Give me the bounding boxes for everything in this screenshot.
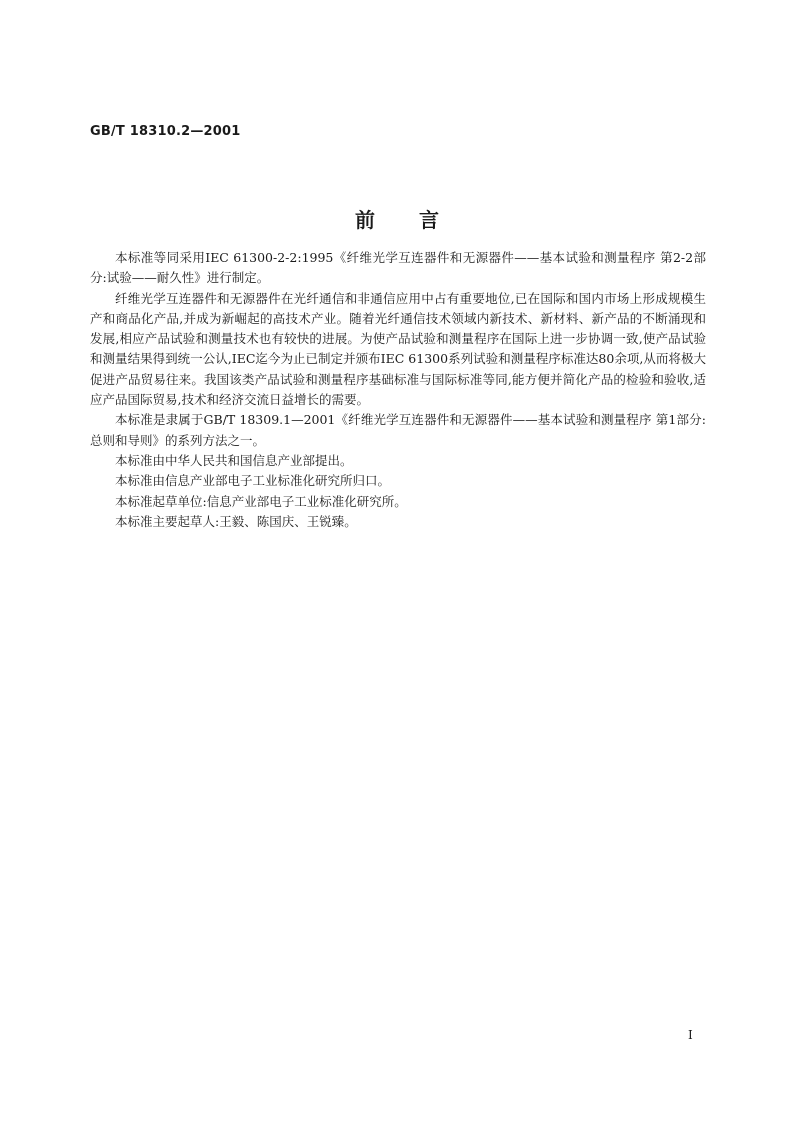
preface-paragraph-background: 纤维光学互连器件和无源器件在光纤通信和非通信应用中占有重要地位,已在国际和国内市场上形成规模生产和商品化产品,并成为新崛起的高技术产业。随着光纤通信技术领域内新技术、新材料、新产品的不断涌现和发展,相应产品试验和测量技术也有较快的进展。为使产品试验和测量程序在国际上进一步协调一致,使产品试验和测量结果得到统一公认,IEC迄今为止已制定并颁布IEC 61300系列试验和测量程序标准达80余项,从而将极大促进产品贸易往来。我国该类产品试验和测量程序基础标准与国际标准等同,能方便并简化产品的检验和验收,适应产品国际贸易,技术和经济交流日益增长的需要。 [90, 290, 706, 408]
preface-paragraph-series: 本标准是隶属于GB/T 18309.1—2001《纤维光学互连器件和无源器件——基本试验和测量程序 第1部分:总则和导则》的系列方法之一。 [90, 412, 706, 448]
preface-paragraph-administrator: 本标准由信息产业部电子工业标准化研究所归口。 [115, 473, 391, 489]
preface-paragraph-proposer: 本标准由中华人民共和国信息产业部提出。 [115, 452, 353, 468]
preface-paragraph-adoption: 本标准等同采用IEC 61300-2-2:1995《纤维光学互连器件和无源器件——基本试验和测量程序 第2-2部分:试验——耐久性》进行制定。 [90, 250, 706, 286]
preface-title: 前言 [355, 208, 483, 232]
standard-code: GB/T 18310.2—2001 [90, 124, 241, 139]
preface-paragraph-drafting-unit: 本标准起草单位:信息产业部电子工业标准化研究所。 [115, 493, 407, 509]
page-number: I [688, 1028, 693, 1042]
preface-paragraph-drafters: 本标准主要起草人:王毅、陈国庆、王锐臻。 [115, 513, 357, 529]
preface-body [90, 248, 706, 532]
